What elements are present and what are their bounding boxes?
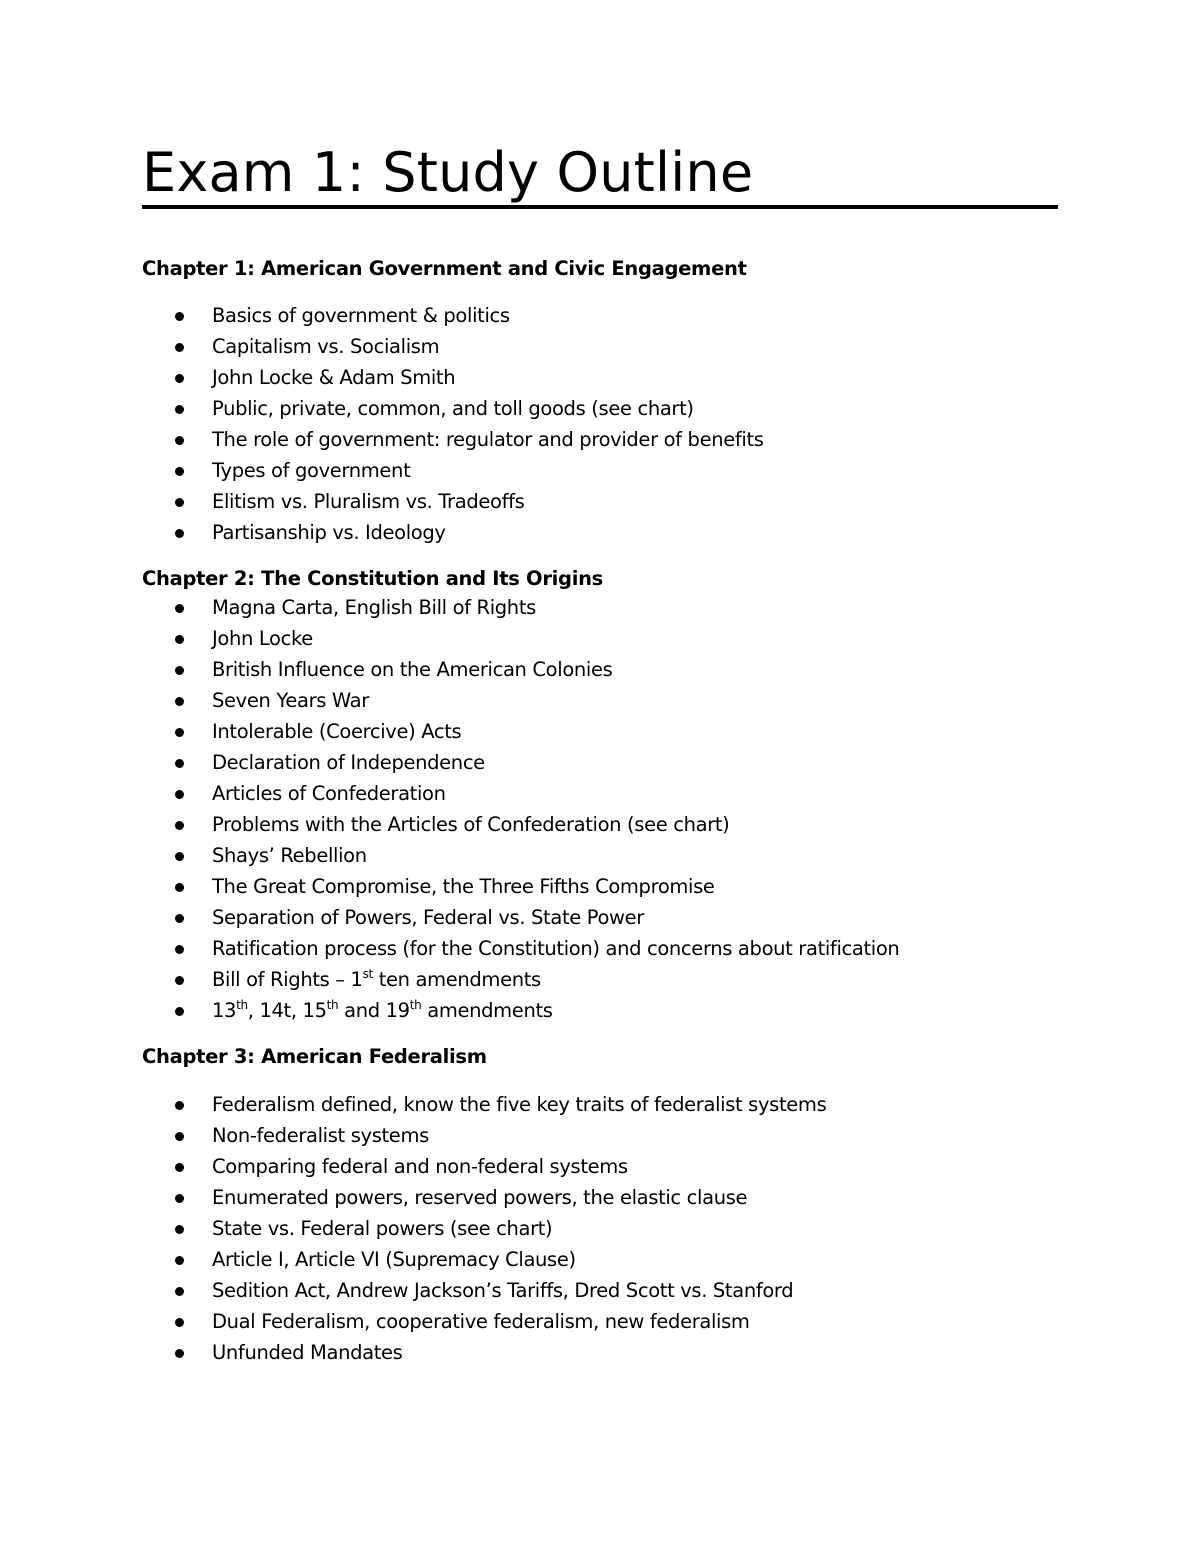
bullet-icon [175,945,184,954]
list-item: Public, private, common, and toll goods (see chart) [142,393,764,424]
list-item: Dual Federalism, cooperative federalism, new federalism [142,1306,826,1337]
list-item: Intolerable (Coercive) Acts [142,716,899,747]
title-underline [142,205,1058,209]
list-item: Magna Carta, English Bill of Rights [142,592,899,623]
list-item: Unfunded Mandates [142,1337,826,1368]
list-item: Shays’ Rebellion [142,840,899,871]
list-item: Non-federalist systems [142,1120,826,1151]
list-item: 13th, 14t, 15th and 19th amendments [142,995,899,1026]
bullet-icon [175,436,184,445]
list-item: Ratification process (for the Constitution) and concerns about ratification [142,933,899,964]
bullet-icon [175,467,184,476]
chapter-3-heading: Chapter 3: American Federalism [142,1045,487,1068]
list-item: Enumerated powers, reserved powers, the elastic clause [142,1182,826,1213]
bullet-icon [175,405,184,414]
list-item: Seven Years War [142,685,899,716]
bullet-icon [175,1163,184,1172]
bullet-icon [175,852,184,861]
page-title: Exam 1: Study Outline [142,141,754,204]
list-item: The role of government: regulator and provider of benefits [142,424,764,455]
list-item: Partisanship vs. Ideology [142,517,764,548]
list-item: Problems with the Articles of Confederation (see chart) [142,809,899,840]
bullet-icon [175,914,184,923]
list-item: John Locke & Adam Smith [142,362,764,393]
bullet-icon [175,821,184,830]
bullet-icon [175,312,184,321]
list-item: Types of government [142,455,764,486]
list-item: The Great Compromise, the Three Fifths Compromise [142,871,899,902]
list-item: British Influence on the American Colonies [142,654,899,685]
bullet-icon [175,529,184,538]
chapter-1-list [142,300,764,548]
list-item: Separation of Powers, Federal vs. State Power [142,902,899,933]
bullet-icon [175,728,184,737]
list-item: Elitism vs. Pluralism vs. Tradeoffs [142,486,764,517]
list-item: Federalism defined, know the five key traits of federalist systems [142,1089,826,1120]
bullet-icon [175,1225,184,1234]
list-item: Sedition Act, Andrew Jackson’s Tariffs, Dred Scott vs. Stanford [142,1275,826,1306]
list-item: John Locke [142,623,899,654]
bullet-icon [175,604,184,613]
bullet-icon [175,759,184,768]
bullet-icon [175,374,184,383]
list-item: Declaration of Independence [142,747,899,778]
list-item: Bill of Rights – 1st ten amendments [142,964,899,995]
list-item: Comparing federal and non-federal systems [142,1151,826,1182]
bullet-icon [175,1287,184,1296]
bullet-icon [175,790,184,799]
chapter-3-list [142,1089,826,1368]
bullet-icon [175,498,184,507]
list-item: Article I, Article VI (Supremacy Clause) [142,1244,826,1275]
bullet-icon [175,1194,184,1203]
bullet-icon [175,666,184,675]
chapter-1-heading: Chapter 1: American Government and Civic Engagement [142,257,747,280]
list-item: State vs. Federal powers (see chart) [142,1213,826,1244]
bullet-icon [175,976,184,985]
bullet-icon [175,1349,184,1358]
chapter-2-heading: Chapter 2: The Constitution and Its Origins [142,567,603,590]
bullet-icon [175,1101,184,1110]
list-item: Capitalism vs. Socialism [142,331,764,362]
bullet-icon [175,343,184,352]
bullet-icon [175,1007,184,1016]
chapter-2-list [142,592,899,1026]
bullet-icon [175,883,184,892]
list-item: Basics of government & politics [142,300,764,331]
bullet-icon [175,635,184,644]
bullet-icon [175,697,184,706]
list-item: Articles of Confederation [142,778,899,809]
bullet-icon [175,1318,184,1327]
bullet-icon [175,1132,184,1141]
bullet-icon [175,1256,184,1265]
